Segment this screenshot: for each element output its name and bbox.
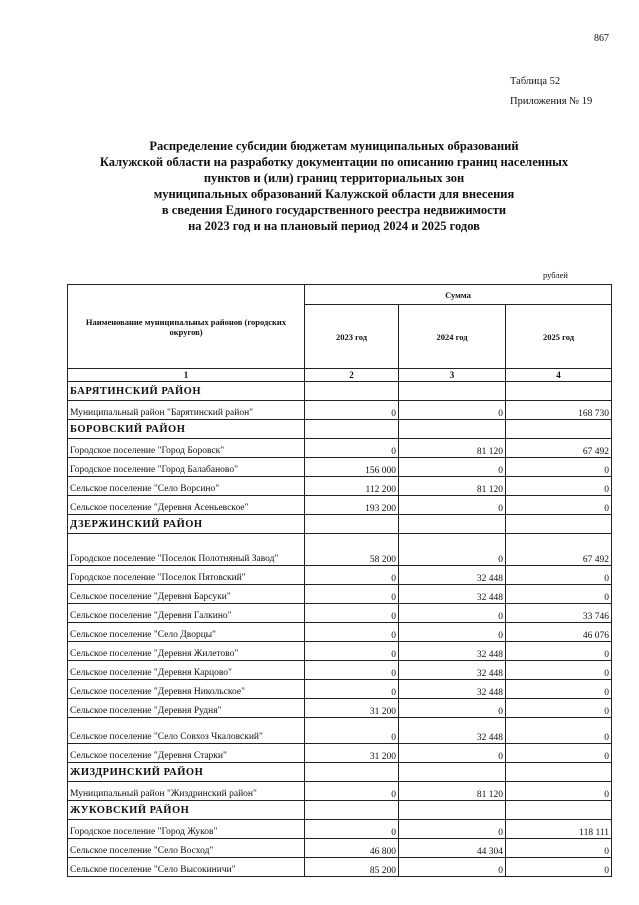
amount-2025: 168 730 [506, 401, 612, 420]
table-row [68, 623, 612, 642]
amount-2023: 0 [305, 820, 399, 839]
district-name: ЖИЗДРИНСКИЙ РАЙОН [68, 763, 305, 782]
amount-2024: 0 [399, 820, 506, 839]
amount-2023: 0 [305, 566, 399, 585]
amount-2024: 32 448 [399, 718, 506, 744]
header-2023: 2023 год [305, 305, 399, 369]
municipality-name: Городское поселение "Город Жуков" [68, 820, 305, 839]
amount-2025: 0 [506, 566, 612, 585]
amount-2025: 0 [506, 661, 612, 680]
district-row [68, 515, 612, 534]
table-row [68, 566, 612, 585]
table-row [68, 604, 612, 623]
table-row [68, 699, 612, 718]
empty-cell [399, 515, 506, 534]
amount-2024: 81 120 [399, 439, 506, 458]
empty-cell [305, 763, 399, 782]
municipality-name: Сельское поселение "Село Дворцы" [68, 623, 305, 642]
amount-2023: 0 [305, 401, 399, 420]
appendix-reference: Приложения № 19 [510, 96, 593, 107]
amount-2023: 31 200 [305, 744, 399, 763]
amount-2024: 0 [399, 534, 506, 566]
empty-cell [399, 420, 506, 439]
district-row [68, 420, 612, 439]
amount-2025: 0 [506, 496, 612, 515]
district-row [68, 763, 612, 782]
empty-cell [305, 420, 399, 439]
header-sum: Сумма [305, 285, 612, 305]
table-row [68, 680, 612, 699]
municipality-name: Сельское поселение "Село Ворсино" [68, 477, 305, 496]
table-row [68, 718, 612, 744]
district-name: ДЗЕРЖИНСКИЙ РАЙОН [68, 515, 305, 534]
table-row [68, 661, 612, 680]
municipality-name: Сельское поселение "Деревня Карцово" [68, 661, 305, 680]
amount-2024: 0 [399, 401, 506, 420]
amount-2025: 46 076 [506, 623, 612, 642]
municipality-name: Городское поселение "Город Балабаново" [68, 458, 305, 477]
amount-2024: 0 [399, 858, 506, 877]
district-row [68, 801, 612, 820]
column-number-row [68, 369, 612, 382]
amount-2023: 0 [305, 623, 399, 642]
table-row [68, 839, 612, 858]
table-reference: Таблица 52 [510, 76, 561, 87]
amount-2024: 81 120 [399, 477, 506, 496]
empty-cell [399, 801, 506, 820]
empty-cell [506, 801, 612, 820]
municipality-name: Муниципальный район "Барятинский район" [68, 401, 305, 420]
page-number: 867 [594, 33, 609, 44]
amount-2024: 0 [399, 458, 506, 477]
table-row [68, 782, 612, 801]
municipality-name: Городское поселение "Поселок Полотняный Завод" [68, 534, 305, 566]
district-name: БОРОВСКИЙ РАЙОН [68, 420, 305, 439]
amount-2025: 118 111 [506, 820, 612, 839]
amount-2025: 0 [506, 699, 612, 718]
empty-cell [399, 382, 506, 401]
amount-2023: 0 [305, 680, 399, 699]
table-body [68, 369, 612, 877]
amount-2024: 0 [399, 496, 506, 515]
municipality-name: Сельское поселение "Деревня Барсуки" [68, 585, 305, 604]
header-2025: 2025 год [506, 305, 612, 369]
amount-2023: 0 [305, 642, 399, 661]
municipality-name: Сельское поселение "Село Совхоз Чкаловский" [68, 718, 305, 744]
amount-2025: 0 [506, 477, 612, 496]
header-name-column: Наименование муниципальных районов (городских округов) [68, 285, 305, 369]
amount-2023: 0 [305, 585, 399, 604]
municipality-name: Городское поселение "Город Боровск" [68, 439, 305, 458]
amount-2025: 67 492 [506, 439, 612, 458]
municipality-name: Сельское поселение "Деревня Старки" [68, 744, 305, 763]
amount-2024: 81 120 [399, 782, 506, 801]
table-row [68, 585, 612, 604]
table-row [68, 858, 612, 877]
amount-2025: 0 [506, 744, 612, 763]
table-row [68, 496, 612, 515]
amount-2025: 0 [506, 642, 612, 661]
amount-2025: 0 [506, 458, 612, 477]
amount-2024: 32 448 [399, 585, 506, 604]
table-row [68, 642, 612, 661]
amount-2023: 0 [305, 604, 399, 623]
amount-2025: 0 [506, 858, 612, 877]
amount-2024: 0 [399, 604, 506, 623]
column-number: 1 [68, 369, 305, 382]
empty-cell [399, 763, 506, 782]
municipality-name: Городское поселение "Поселок Пятовский" [68, 566, 305, 585]
amount-2023: 0 [305, 439, 399, 458]
municipality-name: Сельское поселение "Село Высокиничи" [68, 858, 305, 877]
district-name: ЖУКОВСКИЙ РАЙОН [68, 801, 305, 820]
municipality-name: Муниципальный район "Жиздринский район" [68, 782, 305, 801]
amount-2024: 0 [399, 699, 506, 718]
municipality-name: Сельское поселение "Деревня Жилетово" [68, 642, 305, 661]
amount-2023: 85 200 [305, 858, 399, 877]
title-line: муниципальных образований Калужской области для внесения [153, 187, 515, 201]
municipality-name: Сельское поселение "Деревня Никольское" [68, 680, 305, 699]
table-row [68, 401, 612, 420]
table-row [68, 439, 612, 458]
table-row [68, 534, 612, 566]
district-row [68, 382, 612, 401]
amount-2025: 0 [506, 839, 612, 858]
amount-2023: 46 800 [305, 839, 399, 858]
title-line: на 2023 год и на плановый период 2024 и 2025 годов [188, 219, 480, 233]
amount-2023: 193 200 [305, 496, 399, 515]
title-line: в сведения Единого государственного реестра недвижимости [161, 203, 507, 217]
empty-cell [506, 763, 612, 782]
amount-2023: 58 200 [305, 534, 399, 566]
empty-cell [305, 801, 399, 820]
municipality-name: Сельское поселение "Деревня Асеньевское" [68, 496, 305, 515]
district-name: БАРЯТИНСКИЙ РАЙОН [68, 382, 305, 401]
amount-2025: 0 [506, 680, 612, 699]
empty-cell [506, 420, 612, 439]
empty-cell [506, 515, 612, 534]
amount-2023: 112 200 [305, 477, 399, 496]
document-title [60, 138, 608, 234]
amount-2025: 67 492 [506, 534, 612, 566]
column-number: 4 [506, 369, 612, 382]
amount-2024: 32 448 [399, 566, 506, 585]
subsidy-table [67, 284, 612, 877]
amount-2024: 0 [399, 744, 506, 763]
empty-cell [506, 382, 612, 401]
table-row [68, 744, 612, 763]
amount-2023: 156 000 [305, 458, 399, 477]
column-number: 2 [305, 369, 399, 382]
amount-2024: 32 448 [399, 642, 506, 661]
table-row [68, 458, 612, 477]
empty-cell [305, 515, 399, 534]
column-number: 3 [399, 369, 506, 382]
amount-2024: 32 448 [399, 680, 506, 699]
amount-2024: 44 304 [399, 839, 506, 858]
municipality-name: Сельское поселение "Деревня Галкино" [68, 604, 305, 623]
amount-2023: 0 [305, 718, 399, 744]
amount-2025: 0 [506, 585, 612, 604]
empty-cell [305, 382, 399, 401]
title-line: Распределение субсидии бюджетам муниципальных образований [149, 139, 519, 153]
amount-2023: 0 [305, 661, 399, 680]
title-line: Калужской области на разработку документации по описанию границ населенных [99, 155, 569, 169]
municipality-name: Сельское поселение "Деревня Рудня" [68, 699, 305, 718]
amount-2025: 0 [506, 718, 612, 744]
header-2024: 2024 год [399, 305, 506, 369]
table-row [68, 820, 612, 839]
title-line: пунктов и (или) границ территориальных зон [203, 171, 465, 185]
amount-2023: 31 200 [305, 699, 399, 718]
amount-2025: 0 [506, 782, 612, 801]
amount-2023: 0 [305, 782, 399, 801]
amount-2024: 0 [399, 623, 506, 642]
municipality-name: Сельское поселение "Село Восход" [68, 839, 305, 858]
amount-2024: 32 448 [399, 661, 506, 680]
unit-label: рублей [543, 270, 568, 280]
amount-2025: 33 746 [506, 604, 612, 623]
table-row [68, 477, 612, 496]
